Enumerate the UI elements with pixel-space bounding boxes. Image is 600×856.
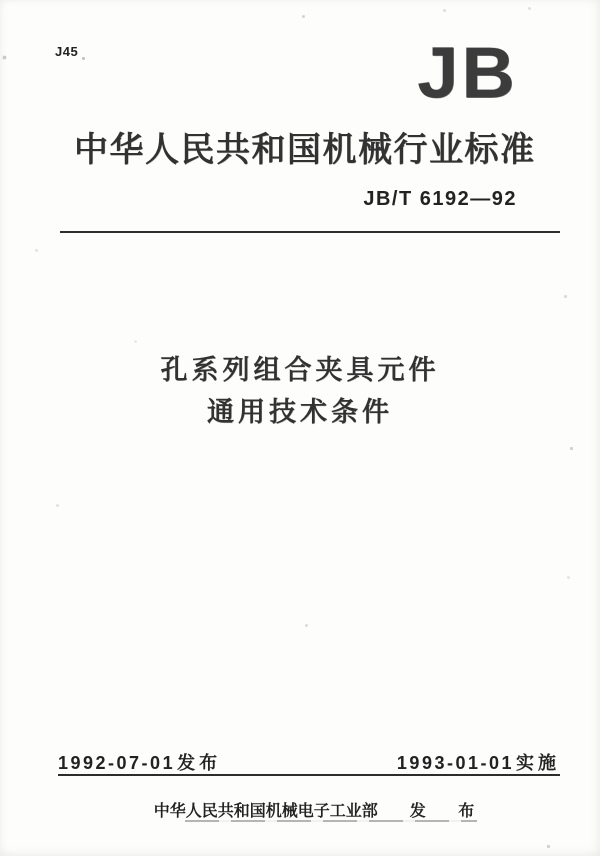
publisher-row bbox=[21, 798, 600, 821]
footer-divider-line bbox=[58, 774, 560, 776]
implementation-date: 1993-01-01 bbox=[396, 753, 514, 773]
header-divider-line bbox=[60, 231, 560, 233]
subject-title-line1: 孔系列组合夹具元件 bbox=[160, 355, 440, 385]
implementation-date-group bbox=[397, 749, 560, 775]
classification-code: J45 bbox=[55, 44, 79, 59]
subject-title-line2: 通用技术条件 bbox=[207, 397, 393, 427]
publisher-name: 中华人民共和国机械电子工业部 bbox=[153, 803, 378, 820]
issue-date-group bbox=[58, 749, 221, 775]
issue-label: 发布 bbox=[177, 753, 222, 773]
standard-number: JB/T 6192—92 bbox=[363, 188, 517, 210]
publish-label: 发 布 bbox=[409, 803, 489, 820]
jb-logo: JB bbox=[417, 31, 518, 114]
document-subject bbox=[0, 349, 600, 433]
scan-noise-speckles bbox=[0, 0, 1, 1]
standard-title: 中华人民共和国机械行业标准 bbox=[74, 131, 536, 169]
issue-date: 1992-07-01 bbox=[58, 753, 176, 773]
dates-row bbox=[58, 749, 560, 775]
bottom-edge-scan-line bbox=[185, 820, 477, 822]
implementation-label: 实施 bbox=[516, 753, 560, 773]
